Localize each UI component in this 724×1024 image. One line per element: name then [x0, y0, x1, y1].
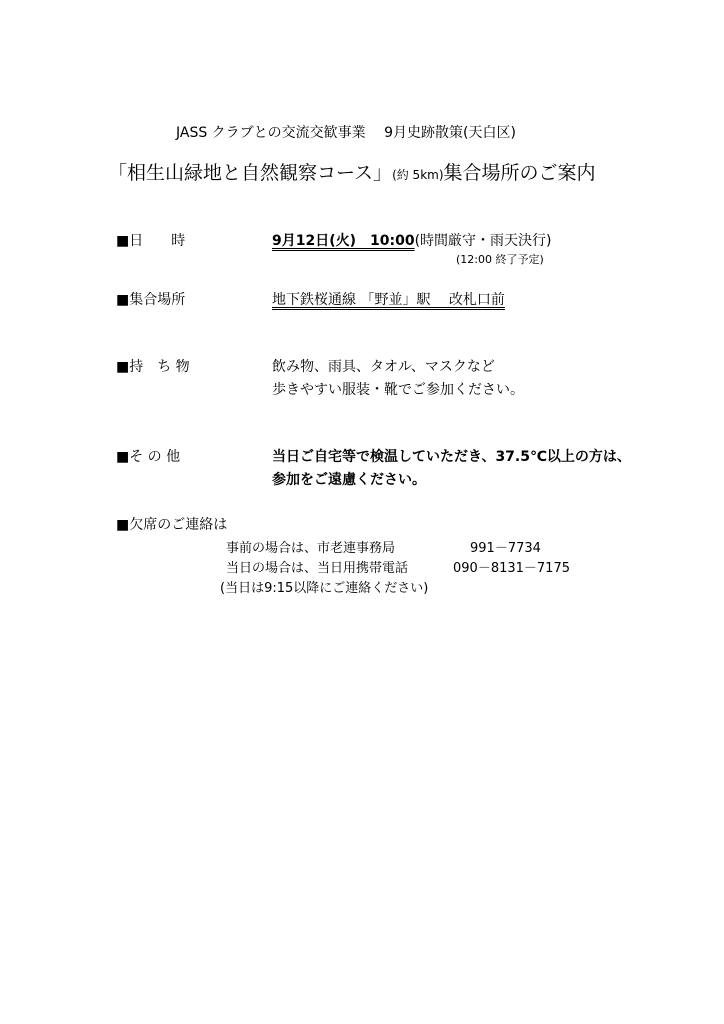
absence-today-text: 当日の場合は、当日用携帯電話: [226, 561, 409, 576]
datetime-end-note: (12:00 終了予定): [456, 253, 544, 266]
datetime-value: 9月12日(火) 10:00: [272, 233, 415, 249]
belongings-line-2: 歩きやすい服装・靴でご参加ください。: [272, 382, 524, 398]
absence-today-note: (当日は9:15以降にご連絡ください): [220, 581, 429, 596]
absence-before-number: 991－7734: [470, 541, 541, 556]
title-distance: (約 5km): [392, 168, 444, 182]
datetime-value-row: [272, 230, 552, 250]
belongings-label: ■持 ち 物: [116, 359, 190, 375]
meeting-place: 地下鉄桜通線 「野並」駅 改札口前: [272, 292, 505, 308]
absence-today-row: [226, 557, 570, 576]
title-tail: 集合場所のご案内: [443, 162, 596, 184]
absence-today-number: 090－8131－7175: [453, 561, 570, 576]
datetime-label: ■日 時: [116, 233, 186, 249]
event-subtitle: JASS クラブとの交流交歓事業 9月史跡散策(天白区): [176, 125, 516, 141]
absence-label: ■欠席のご連絡は: [116, 517, 228, 533]
title-main: 「相生山緑地と自然観察コース」: [108, 162, 393, 184]
belongings-line-1: 飲み物、雨具、タオル、マスクなど: [272, 359, 495, 375]
meeting-label: ■集合場所: [116, 292, 186, 308]
other-label: ■そ の 他: [116, 449, 181, 465]
absence-before-text: 事前の場合は、市老連事務局: [226, 541, 396, 556]
other-line-1: 当日ご自宅等で検温していただき、37.5℃以上の方は、: [272, 449, 631, 465]
absence-before-row: [226, 537, 541, 556]
page-title: [108, 158, 596, 185]
datetime-suffix: (時間厳守・雨天決行): [414, 233, 552, 249]
other-line-2: 参加をご遠慮ください。: [272, 472, 426, 488]
